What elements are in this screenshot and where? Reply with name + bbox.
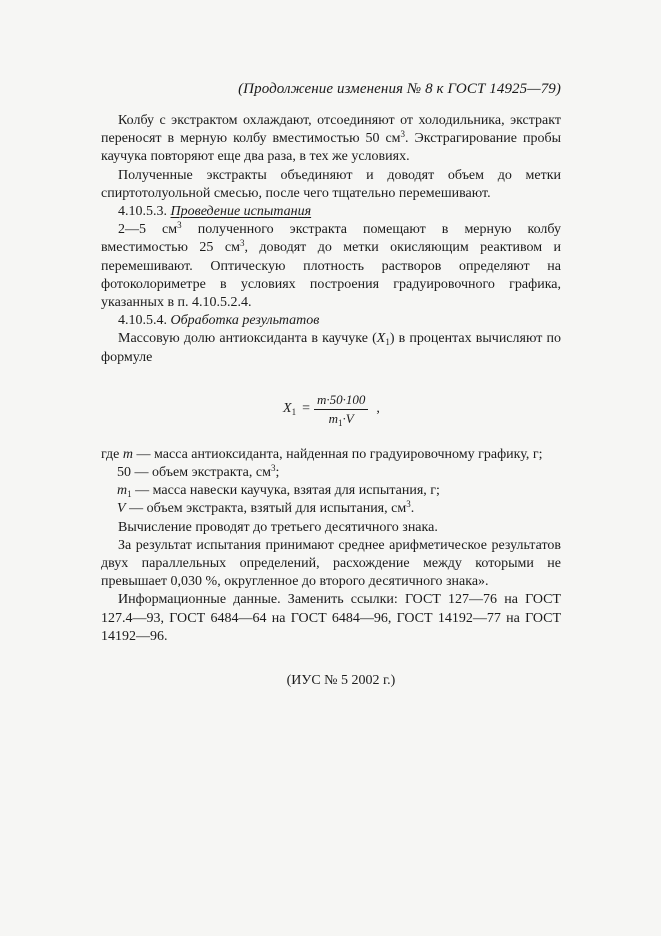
section-heading-results: 4.10.5.4. Обработка результатов [118,313,320,329]
paragraph-extract-cooling: Колбу с экстрактом охлаждают, отсоединяют от холодильника, экстракт переносят в мерную колбу вместимостью 50 $см^3$. Экстрагирование пробы каучука повторяют еще два раза, в тех же условиях. [101,113,561,165]
document-body [101,112,561,690]
page-header: (Продолжение изменения № 8 к ГОСТ 14925—79) [238,81,561,97]
section-heading-test: 4.10.5.3. Проведение испытания [118,204,312,220]
formula-equals: = [302,401,310,417]
formula-comma: , [376,401,380,417]
definition-m: где m — масса антиоксиданта, найденная по градуировочному графику, г; [101,446,543,462]
paragraph-test-procedure: 2—5 $см^3$ полученного экстракта помещают в мерную колбу вместимостью 25 $см^3$, доводят до метки окисляющим реактивом и перемешивают. Оптическую плотность растворов определяют на фотоколориметре в условиях построения градуировочного графика, указанных в п. 4.10.5.2.4. [101,220,562,311]
section-title-test: Проведение испытания [170,204,312,220]
formula-x1 [283,392,380,427]
formula-lhs: $X_1$ [283,401,297,418]
definition-fifty: 50 — объем экстракта, $см^3$; [117,463,280,481]
formula-block [101,384,561,444]
paragraph-extract-combine: Полученные экстракты объединяют и доводят объем до метки спиртотолуольной смесью, после чего тщательно перемешивают. [101,167,561,201]
source-reference: (ИУС № 5 2002 г.) [286,673,396,689]
formula-fraction [314,392,368,427]
formula-numerator: m·50·100 [314,392,368,410]
paragraph-calculation-precision: Вычисление проводят до третьего десятичного знака. [118,519,438,535]
paragraph-result-definition: За результат испытания принимают среднее арифметическое результатов двух параллельных определений, расхождение между которыми не превышает 0,030 %, округленное до второго десятичного знака». [101,537,561,590]
paragraph-info-data: Информационные данные. Заменить ссылки: ГОСТ 127—76 на ГОСТ 127.4—93, ГОСТ 6484—64 на ГОСТ 6484—96, ГОСТ 14192—77 на ГОСТ 14192—96. [101,592,561,644]
definition-v: V — объем экстракта, взятый для испытания, $см^3$. [117,499,415,517]
formula-denominator: $m_1\cdot V$ [328,410,354,428]
section-title-results: Обработка результатов [170,313,320,329]
paragraph-formula-intro: Массовую долю антиоксиданта в каучуке $(X_1)$ в процентах вычисляют по формуле [101,331,561,365]
definition-m1: $m_1$ — масса навески каучука, взятая для испытания, г; [117,483,440,500]
